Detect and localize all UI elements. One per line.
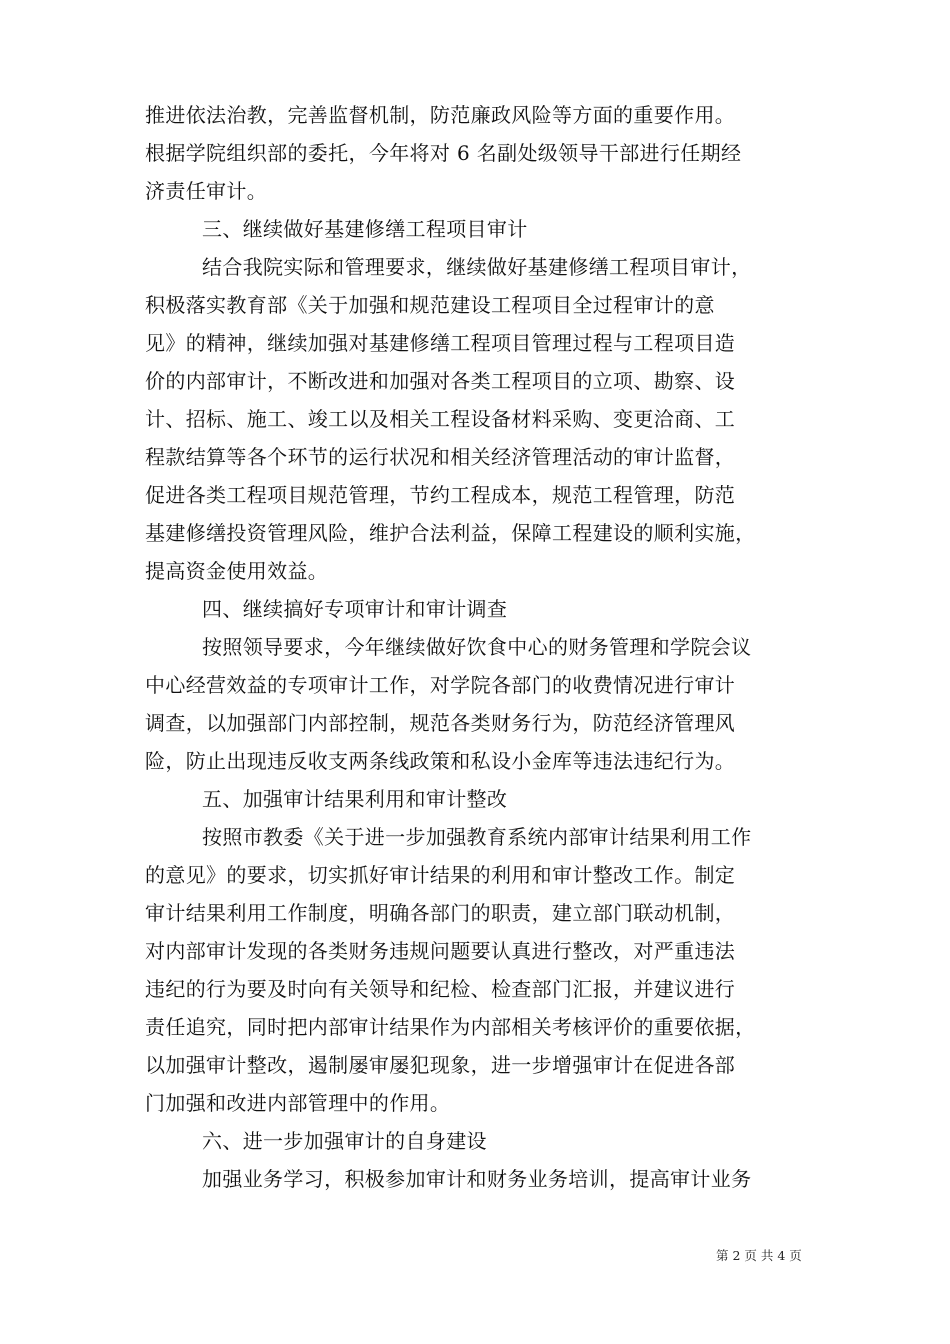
text-line: 结合我院实际和管理要求，继续做好基建修缮工程项目审计， <box>202 255 752 279</box>
text-line: 调查，以加强部门内部控制，规范各类财务行为，防范经济管理风 <box>145 711 736 735</box>
text-line: 推进依法治教，完善监督机制，防范廉政风险等方面的重要作用。 <box>145 103 736 127</box>
text-line: 的意见》的要求，切实抓好审计结果的利用和审计整改工作。制定 <box>145 863 736 887</box>
text-line: 违纪的行为要及时向有关领导和纪检、检查部门汇报，并建议进行 <box>145 977 736 1001</box>
page-number: 第 2 页 共 4 页 <box>716 1248 802 1263</box>
text-line: 加强业务学习，积极参加审计和财务业务培训，提高审计业务 <box>202 1167 752 1191</box>
text-line: 提高资金使用效益。 <box>145 559 329 583</box>
text-line: 积极落实教育部《关于加强和规范建设工程项目全过程审计的意 <box>145 293 715 317</box>
text-line: 门加强和改进内部管理中的作用。 <box>145 1091 451 1115</box>
text-line: 基建修缮投资管理风险，维护合法利益，保障工程建设的顺利实施， <box>145 521 756 545</box>
text-line: 责任追究，同时把内部审计结果作为内部相关考核评价的重要依据， <box>145 1015 756 1039</box>
section-heading-3: 三、继续做好基建修缮工程项目审计 <box>202 217 528 241</box>
text-line: 济责任审计。 <box>145 179 268 203</box>
text-line: 见》的精神，继续加强对基建修缮工程项目管理过程与工程项目造 <box>145 331 736 355</box>
text-line: 根据学院组织部的委托，今年将对 6 名副处级领导干部进行任期经 <box>145 141 742 165</box>
text-line: 按照领导要求，今年继续做好饮食中心的财务管理和学院会议 <box>202 635 752 659</box>
text-line: 程款结算等各个环节的运行状况和相关经济管理活动的审计监督， <box>145 445 736 469</box>
text-line: 价的内部审计，不断改进和加强对各类工程项目的立项、勘察、设 <box>145 369 736 393</box>
text-line: 促进各类工程项目规范管理，节约工程成本，规范工程管理，防范 <box>145 483 736 507</box>
document-body <box>145 96 805 1198</box>
text-line: 计、招标、施工、竣工以及相关工程设备材料采购、变更洽商、工 <box>145 407 736 431</box>
section-heading-4: 四、继续搞好专项审计和审计调查 <box>202 597 508 621</box>
text-line: 中心经营效益的专项审计工作，对学院各部门的收费情况进行审计 <box>145 673 736 697</box>
text-line: 对内部审计发现的各类财务违规问题要认真进行整改，对严重违法 <box>145 939 736 963</box>
section-heading-5: 五、加强审计结果利用和审计整改 <box>202 787 508 811</box>
text-line: 险，防止出现违反收支两条线政策和私设小金库等违法违纪行为。 <box>145 749 736 773</box>
text-line: 审计结果利用工作制度，明确各部门的职责，建立部门联动机制， <box>145 901 736 925</box>
section-heading-6: 六、进一步加强审计的自身建设 <box>202 1129 487 1153</box>
text-line: 以加强审计整改，遏制屡审屡犯现象，进一步增强审计在促进各部 <box>145 1053 736 1077</box>
text-line: 按照市教委《关于进一步加强教育系统内部审计结果利用工作 <box>202 825 752 849</box>
